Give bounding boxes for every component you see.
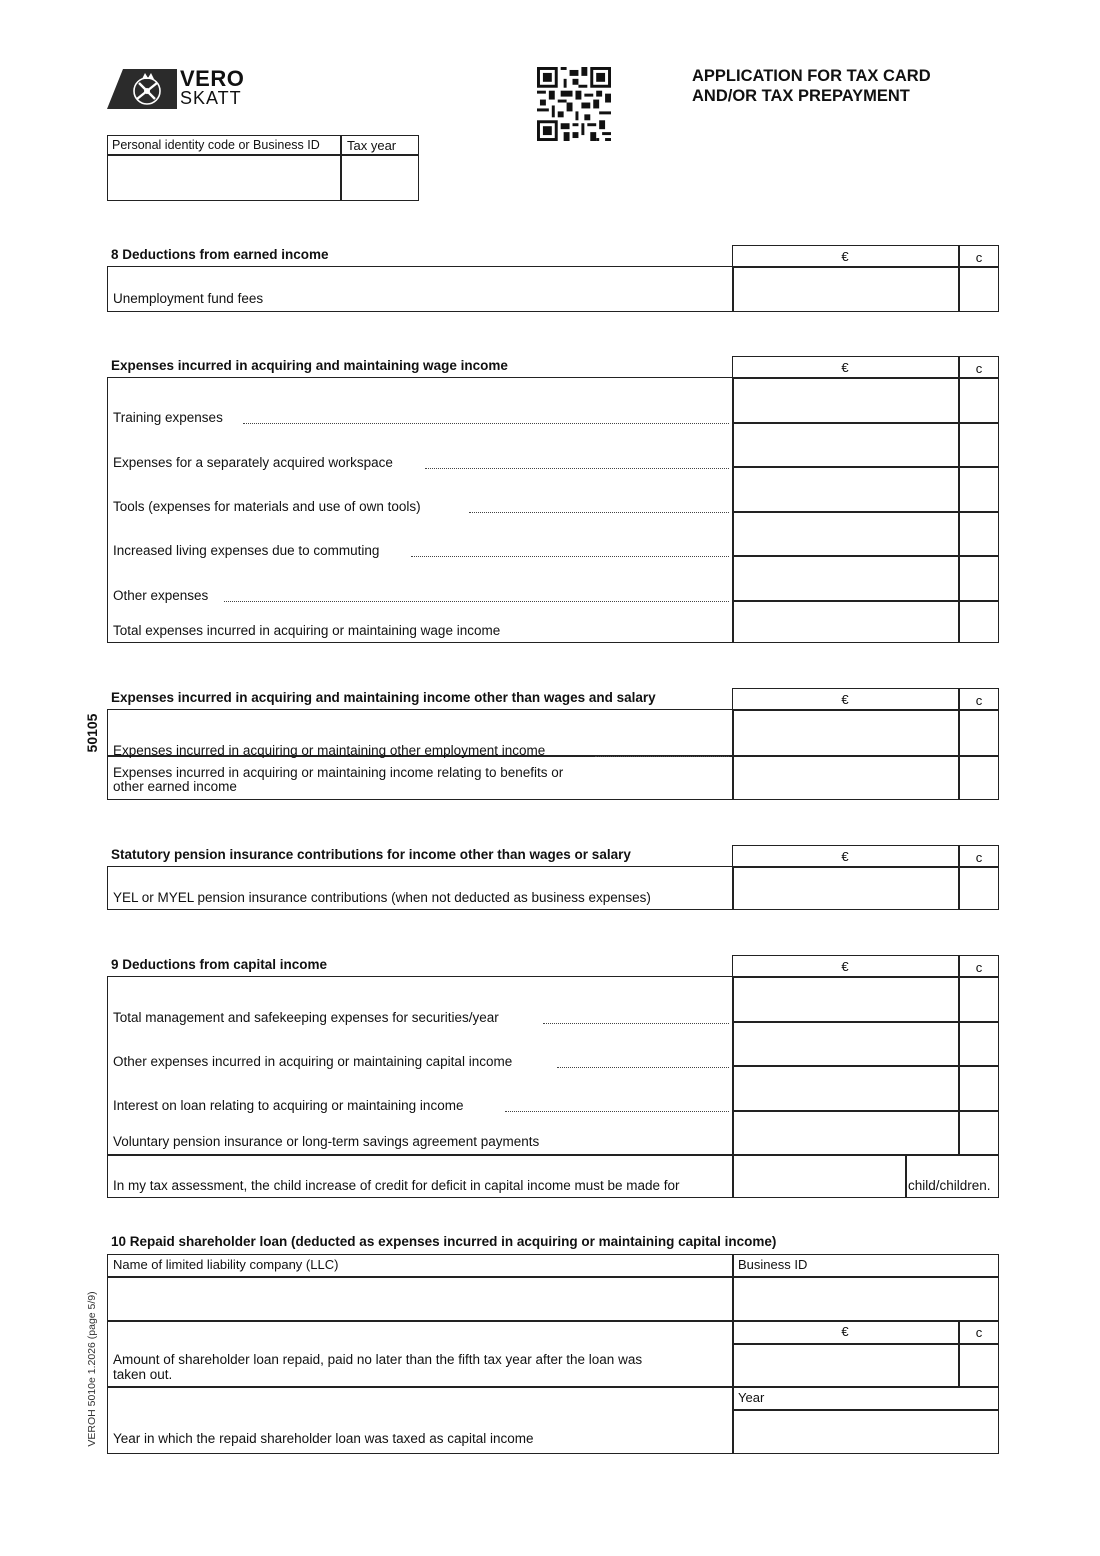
- form-footer-side: VEROH 5010e 1.2026 (page 5/9): [86, 1291, 98, 1447]
- s8-cent-header: c: [975, 250, 983, 265]
- child-suffix-label: child/children.: [908, 1178, 991, 1193]
- capital-expenses-cent-input[interactable]: [960, 1023, 998, 1065]
- leader-dots: [243, 422, 729, 424]
- benefits-cent-input[interactable]: [960, 757, 998, 798]
- s9-cent-header: c: [975, 960, 983, 975]
- benefits-expenses-line2: other earned income: [113, 779, 237, 794]
- yel-myel-cent-input[interactable]: [960, 868, 998, 908]
- form-code-side: 50105: [84, 713, 100, 753]
- tools-cent-input[interactable]: [960, 468, 998, 511]
- loan-amount-cent-input[interactable]: [960, 1345, 998, 1386]
- securities-euro-input[interactable]: [734, 978, 958, 1021]
- year-label: Year: [738, 1390, 765, 1405]
- yel-myel-euro-input[interactable]: [734, 868, 958, 908]
- tools-expenses-label: Tools (expenses for materials and use of own tools): [113, 499, 421, 514]
- form-title-line1: APPLICATION FOR TAX CARD: [692, 67, 931, 85]
- leader-dots: [224, 600, 729, 602]
- divider: [107, 1320, 999, 1322]
- leader-dots: [505, 1110, 729, 1112]
- yel-myel-label: YEL or MYEL pension insurance contributions (when not deducted as business expenses): [113, 890, 651, 905]
- company-name-label: Name of limited liability company (LLC): [113, 1257, 339, 1272]
- s10-euro-header: €: [841, 1324, 849, 1339]
- wage-title: Expenses incurred in acquiring and maintaining wage income: [111, 358, 508, 373]
- id-label: Personal identity code or Business ID: [112, 138, 320, 152]
- securities-expenses-label: Total management and safekeeping expenses for securities/year: [113, 1010, 499, 1025]
- total-wage-euro-input[interactable]: [734, 602, 958, 642]
- training-expenses-label: Training expenses: [113, 410, 223, 425]
- s8-title: 8 Deductions from earned income: [111, 247, 329, 262]
- s9-title: 9 Deductions from capital income: [111, 957, 328, 972]
- child-increase-label: In my tax assessment, the child increase of credit for deficit in capital income must be made for: [113, 1178, 680, 1193]
- unemployment-fund-euro-input[interactable]: [734, 268, 958, 310]
- total-wage-expenses-label: Total expenses incurred in acquiring or maintaining wage income: [113, 623, 501, 638]
- other-cent-input[interactable]: [960, 557, 998, 600]
- capital-expenses-euro-input[interactable]: [734, 1023, 958, 1065]
- wage-euro-header: €: [841, 360, 849, 375]
- voluntary-pension-euro-input[interactable]: [734, 1112, 958, 1154]
- pension-cent-header: c: [975, 850, 983, 865]
- workspace-cent-input[interactable]: [960, 424, 998, 466]
- loan-interest-cent-input[interactable]: [960, 1067, 998, 1110]
- qr-code-icon: [537, 67, 611, 141]
- loan-amount-line2: taken out.: [113, 1367, 173, 1382]
- tax-year-label: Tax year: [347, 138, 397, 153]
- divider: [905, 1154, 907, 1198]
- workspace-expenses-label: Expenses for a separately acquired workspace: [113, 455, 393, 470]
- other-euro-input[interactable]: [734, 557, 958, 600]
- company-name-input[interactable]: [109, 1278, 731, 1320]
- unemployment-fund-cent-input[interactable]: [960, 268, 998, 310]
- other-employment-euro-input[interactable]: [734, 711, 958, 755]
- s10-cent-header: c: [975, 1325, 983, 1340]
- voluntary-pension-label: Voluntary pension insurance or long-term savings agreement payments: [113, 1134, 540, 1149]
- benefits-expenses-line1: Expenses incurred in acquiring or maintaining income relating to benefits or: [113, 765, 564, 780]
- benefits-euro-input[interactable]: [734, 757, 958, 798]
- taxed-year-input[interactable]: [734, 1411, 998, 1452]
- pension-euro-header: €: [841, 849, 849, 864]
- business-id-label: Business ID: [738, 1257, 808, 1272]
- logo-vero-text: VERO: [180, 66, 245, 91]
- training-euro-input[interactable]: [734, 379, 958, 422]
- vero-emblem-icon: [107, 69, 177, 109]
- business-id-input[interactable]: [734, 1278, 998, 1320]
- other-income-title: Expenses incurred in acquiring and maintaining income other than wages and salary: [111, 690, 656, 705]
- leader-dots: [469, 511, 729, 513]
- form-title: [692, 66, 931, 106]
- leader-dots: [595, 755, 729, 757]
- other-income-cent-header: c: [975, 693, 983, 708]
- s10-title: 10 Repaid shareholder loan (deducted as expenses incurred in acquiring or maintaining capital income): [111, 1234, 777, 1249]
- leader-dots: [557, 1066, 729, 1068]
- commuting-cent-input[interactable]: [960, 513, 998, 555]
- commuting-expenses-label: Increased living expenses due to commuting: [113, 543, 380, 558]
- voluntary-pension-cent-input[interactable]: [960, 1112, 998, 1154]
- capital-expenses-label: Other expenses incurred in acquiring or maintaining capital income: [113, 1054, 513, 1069]
- other-income-euro-header: €: [841, 692, 849, 707]
- tax-year-input[interactable]: [342, 156, 417, 199]
- other-expenses-label: Other expenses: [113, 588, 209, 603]
- qr-code: [537, 67, 611, 141]
- other-employment-expenses-label: Expenses incurred in acquiring or maintaining other employment income: [113, 743, 546, 758]
- s9-euro-header: €: [841, 959, 849, 974]
- other-employment-cent-input[interactable]: [960, 711, 998, 755]
- loan-interest-label: Interest on loan relating to acquiring or maintaining income: [113, 1098, 464, 1113]
- loan-amount-euro-input[interactable]: [734, 1345, 958, 1386]
- divider: [107, 1386, 999, 1388]
- leader-dots: [425, 467, 729, 469]
- tools-euro-input[interactable]: [734, 468, 958, 511]
- vero-logo: [107, 68, 247, 110]
- loan-amount-label: [113, 1352, 642, 1382]
- loan-amount-line1: Amount of shareholder loan repaid, paid no later than the fifth tax year after the loan was: [113, 1352, 643, 1367]
- securities-cent-input[interactable]: [960, 978, 998, 1021]
- loan-interest-euro-input[interactable]: [734, 1067, 958, 1110]
- pension-title: Statutory pension insurance contributions for income other than wages or salary: [111, 847, 631, 862]
- benefits-expenses-label: [113, 766, 563, 794]
- training-cent-input[interactable]: [960, 379, 998, 422]
- total-wage-cent-input[interactable]: [960, 602, 998, 642]
- leader-dots: [543, 1022, 729, 1024]
- logo-skatt-text: SKATT: [180, 88, 242, 108]
- personal-id-input[interactable]: [109, 156, 339, 199]
- commuting-euro-input[interactable]: [734, 513, 958, 555]
- unemployment-fund-label: Unemployment fund fees: [113, 291, 264, 306]
- leader-dots: [411, 555, 729, 557]
- form-title-line2: AND/OR TAX PREPAYMENT: [692, 87, 910, 105]
- wage-cent-header: c: [975, 361, 983, 376]
- child-count-input[interactable]: [734, 1156, 905, 1196]
- s8-euro-header: €: [841, 249, 849, 264]
- workspace-euro-input[interactable]: [734, 424, 958, 466]
- taxed-year-label: Year in which the repaid shareholder loan was taxed as capital income: [113, 1431, 534, 1446]
